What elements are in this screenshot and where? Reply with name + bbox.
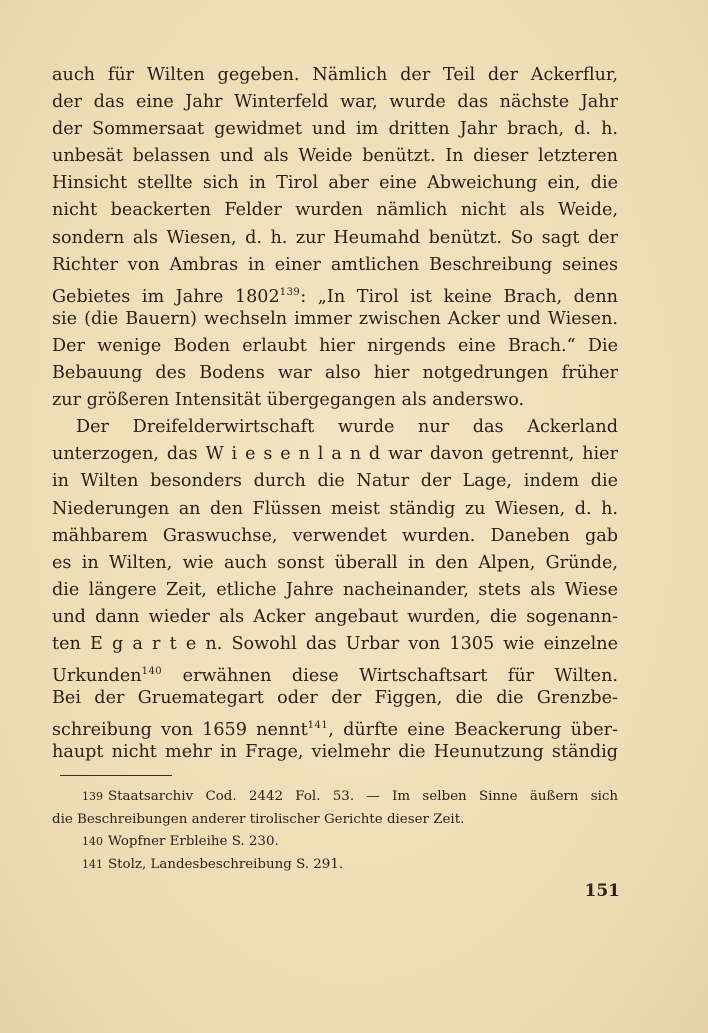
- text-line: [52, 279, 618, 306]
- text-line: die längere Zeit, etliche Jahre nacheinander, stets als Wiese: [52, 579, 618, 600]
- text-line: unbesät belassen und als Weide benützt. In dieser letzteren: [52, 146, 618, 167]
- text-line: Bebauung des Bodens war also hier notgedrungen früher: [52, 363, 618, 384]
- text-line: zur größeren Intensität übergegangen als anderswo.: [52, 390, 525, 411]
- text-line: und dann wieder als Acker angebaut wurden, die sogenann-: [52, 606, 618, 627]
- footnotes: [52, 786, 618, 876]
- text-line: auch für Wilten gegeben. Nämlich der Teil der Ackerflur,: [52, 65, 618, 85]
- footnote-139: [52, 786, 618, 809]
- text-line: in Wilten besonders durch die Natur der Lage, indem die: [52, 471, 618, 492]
- text-segment: erwähnen diese Wirtschaftsart für Wilten.: [162, 666, 618, 687]
- footnote-text: Staatsarchiv Cod. 2442 Fol. 53. — Im selben Sinne äußern sich: [108, 789, 618, 804]
- text-line: [52, 712, 618, 739]
- text-line: unterzogen, das W i e s e n l a n d war davon getrennt, hier: [52, 444, 618, 465]
- text-line: sondern als Wiesen, d. h. zur Heumahd benützt. So sagt der: [52, 227, 618, 248]
- footnote-140: [52, 831, 618, 854]
- paragraph-start-line: Der Dreifelderwirtschaft wurde nur das Ackerland: [76, 417, 618, 438]
- footnote-number: 141: [82, 857, 103, 871]
- text-line: der das eine Jahr Winterfeld war, wurde das nächste Jahr: [52, 92, 618, 113]
- text-line: Bei der Gruemategart oder der Figgen, die die Grenzbe-: [52, 688, 618, 709]
- footnote-text: Wopfner Erbleihe S. 230.: [108, 834, 279, 849]
- footnote-141: [52, 854, 618, 877]
- text-line: ten E g a r t e n. Sowohl das Urbar von 1305 wie einzelne: [52, 633, 618, 654]
- text-line: Der wenige Boden erlaubt hier nirgends eine Brach.“ Die: [52, 335, 618, 356]
- footnote-reference-140: 140: [141, 666, 163, 678]
- text-line: Hinsicht stellte sich in Tirol aber eine Abweichung ein, die: [52, 173, 618, 194]
- body-text: [52, 62, 618, 766]
- text-segment: Urkunden: [52, 666, 142, 687]
- footnote-reference-139: 139: [279, 286, 301, 298]
- text-line: [52, 658, 618, 685]
- text-line: es in Wilten, wie auch sonst überall in den Alpen, Gründe,: [52, 552, 618, 573]
- footnote-number: 140: [82, 835, 103, 848]
- text-line: Niederungen an den Flüssen meist ständig zu Wiesen, d. h.: [52, 498, 618, 519]
- text-segment: Gebietes im Jahre 1802: [52, 286, 280, 307]
- text-line: der Sommersaat gewidmet und im dritten Jahr brach, d. h.: [52, 119, 618, 140]
- text-line: Richter von Ambras in einer amtlichen Beschreibung seines: [52, 254, 618, 275]
- text-segment: schreibung von 1659 nennt: [52, 720, 308, 741]
- text-segment: , dürfte eine Beackerung über-: [328, 720, 618, 741]
- text-segment: : „In Tirol ist keine Brach, denn: [300, 286, 618, 307]
- text-line: sie (die Bauern) wechseln immer zwischen Acker und Wiesen.: [52, 308, 618, 329]
- footnote-139-continuation: die Beschreibungen anderer tirolischer Gerichte dieser Zeit.: [52, 811, 465, 827]
- text-line: nicht beackerten Felder wurden nämlich nicht als Weide,: [52, 200, 618, 221]
- page-number: 151: [584, 881, 620, 901]
- footnote-number: 139: [82, 790, 103, 803]
- footnote-reference-141: 141: [307, 720, 329, 732]
- text-line: mähbarem Graswuchse, verwendet wurden. Daneben gab: [52, 525, 618, 546]
- text-line: haupt nicht mehr in Frage, vielmehr die Heunutzung ständig: [52, 742, 618, 763]
- footnote-divider: [60, 775, 172, 776]
- footnote-text: Stolz, Landesbeschreibung S. 291.: [108, 856, 344, 872]
